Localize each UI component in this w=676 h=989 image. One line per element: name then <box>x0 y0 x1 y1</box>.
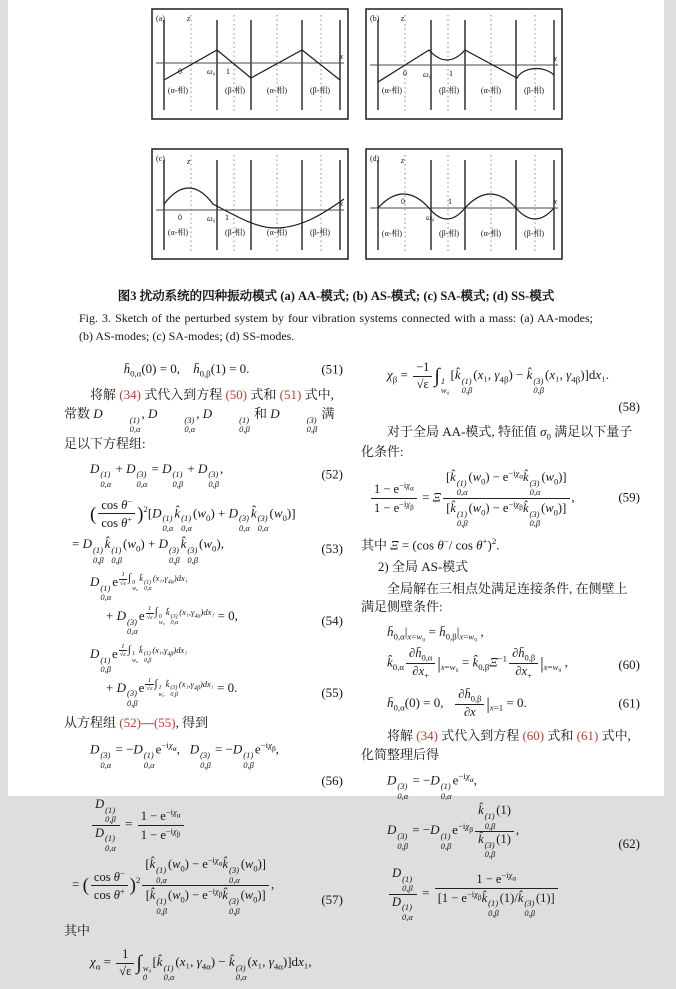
equation-56 <box>64 739 343 791</box>
equation-line: D (1) 0,β e $^{\frac{1}{√\varepsilon} \int 1 w_0 k̂ (1) 0,\beta (x_1,\gamma_{4\beta})dx_1}$ <box>90 642 188 675</box>
equation-line: $h̄_{0,\alpha}(0) = 0$, $h̄_{0,\beta}(1) = 0$. <box>123 361 250 379</box>
panel-border <box>366 9 562 119</box>
panel-border <box>152 9 348 119</box>
waveform-curve <box>164 188 344 228</box>
ref-link[interactable]: (61) <box>576 727 599 743</box>
equation-line: + D (3) 0,α e $^{\frac{1}{√\varepsilon} \int 0 w_0 k̂ (3) 0,\alpha (x_1,\gamma_{4\alpha})dx_1}$ = 0, <box>106 605 238 637</box>
paper-page <box>8 0 664 983</box>
figure3-panel-b <box>365 8 563 120</box>
svg-text:(α-相): (α-相) <box>381 86 403 95</box>
column-right <box>361 354 640 989</box>
z-axis-label: z <box>401 14 405 23</box>
paragraph-xi-def: 其中 Ξ = (cos θ−/ cos θ+)$^2$. <box>361 535 500 552</box>
phase-region-labels <box>382 228 544 238</box>
figure3 <box>8 0 664 272</box>
equation-line: $h̄_{0,\alpha}|_{x=w_0}$ = $h̄_{0,\beta}|_{x=w_0}$ , <box>387 624 484 642</box>
equation-line: D (1) 0,α + D (3) 0,α = D (1) 0,β + D (3) 0,β , <box>90 460 224 489</box>
svg-text:(α-相): (α-相) <box>480 86 502 95</box>
ref-link[interactable]: (60) <box>522 727 545 743</box>
equation-line: $1 - e^{-i\chi_\alpha}$ $1 - e^{-i\chi_\beta}$ = Ξ [k̂ (1) 0,α $(w_0)$ − $e^{-i\chi_\alpha}k̂$ (3) 0,α $(w_0)$] [k̂ (1) 0,β $(w_0)$ − $e^{-i\chi_\beta}k̂$ (3) 0,β $(w_0)$] , <box>369 468 606 529</box>
equation-number: (58) <box>618 398 640 414</box>
equation-57 <box>64 797 343 916</box>
x-axis-label: x <box>339 52 343 61</box>
equation-52 <box>64 460 343 490</box>
tick-1: 1 <box>449 69 453 78</box>
svg-text:(β-相): (β-相) <box>224 228 246 237</box>
equation-line: D (1) 0,α e $^{\frac{1}{√\varepsilon} \int 0 w_0 k̂ (1) 0,\alpha (x_1,\gamma_{4\alpha})dx_1}$ <box>90 571 188 603</box>
paragraph-global-aa: 对于全局 AA-模式, 特征值 $\sigma_0$ 满足以下量子化条件: <box>361 423 633 460</box>
svg-text:(α-相): (α-相) <box>167 228 189 237</box>
waveform-curve <box>164 50 340 80</box>
x-axis-label: x <box>553 54 557 63</box>
equation-line: D (3) 0,α = −D (1) 0,α $e^{-i\chi_\alpha}$, D (3) 0,β = −D (1) 0,β $e^{-i\chi_\beta}$, <box>90 740 280 770</box>
svg-text:(β-相): (β-相) <box>523 229 545 238</box>
equation-chi-alpha <box>64 947 343 983</box>
tick-1: 1 <box>448 197 452 206</box>
equation-line: D (3) 0,β = −D (1) 0,β $e^{-i\chi_\beta}$ k̂ (1) 0,β (1) k̂ (3) 0,β (1) , <box>387 803 520 860</box>
z-axis-label: z <box>187 157 191 166</box>
ref-link[interactable]: (52) <box>119 715 141 731</box>
equation-number: (55) <box>321 684 343 700</box>
equation-54 <box>64 571 343 637</box>
tick-0: 0 <box>403 69 407 78</box>
tick-0: 0 <box>178 67 182 76</box>
figure3-panel-c <box>151 148 349 260</box>
paragraph-global-solution: 全局解在三相点处满足连接条件, 在侧壁上满足侧壁条件: <box>361 580 628 615</box>
paragraph-from-52-55: 从方程组 (52)—(55), 得到 <box>64 715 209 731</box>
panel-label: (a) <box>156 14 165 23</box>
equation-chi-beta-58 <box>361 360 640 417</box>
phase-region-labels <box>168 227 330 237</box>
tick-w0: ω₀ <box>426 213 435 222</box>
equation-number: (57) <box>321 892 343 908</box>
svg-text:(α-相): (α-相) <box>266 228 288 237</box>
tick-w0: ω₀ <box>207 67 216 76</box>
paragraph-substitute-50-51: 将解 (34) 式代入到方程 (50) 式和 (51) 式中, 常数 D (1) 0,α , D (3) 0,α , D (1) 0,β 和 D (3) 0,β 满足以下方程组: <box>64 387 335 451</box>
paragraph-where: 其中 <box>64 923 91 939</box>
svg-text:(β-相): (β-相) <box>309 86 331 95</box>
panel-border <box>366 149 562 259</box>
equation-53 <box>64 496 343 566</box>
figure3-caption-zh: 图3 扰动系统的四种振动模式 (a) AA-模式; (b) AS-模式; (c) SA-模式; (d) SS-模式 <box>117 289 555 303</box>
tick-1: 1 <box>225 213 229 222</box>
equation-line: = ( $\frac{\cos \theta^-}{\cos \theta^+}$ )$^2$ [k̂ (1) 0,α $(w_0)$ − $e^{-i\chi_\alpha}k̂$ (3) 0,α $(w_0)$] [k̂ (1) 0,β $(w_0)$ − $e^{-i\chi_\beta}k̂$ (3) 0,β $(w_0)$] , <box>72 855 275 916</box>
x-axis-label: x <box>339 199 343 208</box>
equation-number: (59) <box>618 489 640 505</box>
ref-link[interactable]: (50) <box>225 387 248 403</box>
equation-55 <box>64 643 343 709</box>
equation-ratio-d <box>361 866 640 922</box>
equation-line: + D (3) 0,β e $^{\frac{1}{√\varepsilon} \int 1 w_0 k̂ (3) 0,\beta (x_1,\gamma_{4\beta})dx_1}$ = 0. <box>106 676 238 708</box>
equation-61 <box>361 687 640 721</box>
x-axis-label: x <box>553 197 557 206</box>
tick-1: 1 <box>226 67 230 76</box>
figure3-panel-a <box>151 8 349 120</box>
panel-border <box>152 149 348 259</box>
ref-link[interactable]: (34) <box>416 727 438 743</box>
equation-line: = D (1) 0,β k̂ (1) 0,β $(w_0) + D$ (3) 0,β k̂ (3) 0,β $(w_0)$, <box>72 536 225 565</box>
equation-number: (53) <box>321 541 343 557</box>
svg-text:(β-相): (β-相) <box>523 86 545 95</box>
equation-number: (51) <box>321 361 343 377</box>
panel-label: (c) <box>156 154 165 163</box>
column-left <box>64 354 343 989</box>
svg-text:(β-相): (β-相) <box>309 228 331 237</box>
equation-62 <box>361 770 640 859</box>
svg-text:(β-相): (β-相) <box>438 229 460 238</box>
figure3-panel-d <box>365 148 563 260</box>
equation-59 <box>361 468 640 529</box>
equation-number: (62) <box>618 836 640 852</box>
phase-region-labels <box>382 85 544 95</box>
equation-line: D (1) 0,β D (1) 0,α = $1 - e^{-i\chi_\alpha}$ $1 - e^{-i\chi_\beta}$ <box>90 797 309 853</box>
svg-text:(α-相): (α-相) <box>381 229 403 238</box>
panel-label: (d) <box>370 154 380 163</box>
z-axis-label: z <box>401 156 405 165</box>
z-axis-label: z <box>187 14 191 23</box>
phase-region-labels <box>168 85 330 95</box>
equation-line: D (1) 0,β D (1) 0,α = $1 - e^{-i\chi_\alpha}$ [$1 - e^{-i\chi_\beta}k̂$ (1) 0,β (1)/k̂ (3) 0,β (1)] <box>387 866 606 922</box>
equation-line: $\chi_\alpha$ = $\frac{1}{√\varepsilon}$ ∫ w₀ 0 [k̂ (1) 0,α (x₁, $\gamma_{4\alpha}$) − k̂ (3) 0,α (x₁, $\gamma_{4\alpha})]dx_1$, <box>90 947 312 983</box>
svg-text:(α-相): (α-相) <box>480 229 502 238</box>
tick-w0: ω₀ <box>207 214 216 223</box>
panel-label: (b) <box>370 14 380 23</box>
ref-link[interactable]: (34) <box>119 387 141 403</box>
tick-0: 0 <box>178 213 182 222</box>
svg-text:(β-相): (β-相) <box>438 86 460 95</box>
equation-line: $h̄_{0,\alpha}(0) = 0$, $\frac{\partial h̄_{0,\beta}}{\partial x}$ $|_{x=1} = 0$. <box>387 686 527 720</box>
equation-line: D (3) 0,α = −D (1) 0,α $e^{-i\chi_\alpha}$, <box>387 771 477 801</box>
equation-number: (56) <box>321 773 343 789</box>
body-columns <box>8 345 664 989</box>
tick-0: 0 <box>401 197 405 206</box>
equation-60 <box>361 623 640 681</box>
figure3-caption-en: Fig. 3. Sketch of the perturbed system by four vibration systems connected with a mass: (a) AA-modes; (b) AS-modes; (c) SA-modes; (d) SS-modes. <box>79 311 593 343</box>
paragraph-substitute-60-61: 将解 (34) 式代入到方程 (60) 式和 (61) 式中, 化简整理后得 <box>361 727 631 762</box>
svg-text:(β-相): (β-相) <box>224 86 246 95</box>
equation-number: (60) <box>618 657 640 673</box>
equation-number: (54) <box>321 612 343 628</box>
svg-text:(α-相): (α-相) <box>167 86 189 95</box>
tick-w0: ω₀ <box>423 70 432 79</box>
equation-line: $\chi_\beta$ = $\frac{-1}{√\varepsilon}$ ∫ 1 w₀ [k̂ (1) 0,β (x₁, $\gamma_{4\beta}$) − k̂ (3) 0,β (x₁, $\gamma_{4\beta})]dx_1$. <box>387 360 609 396</box>
ref-link[interactable]: (51) <box>279 387 302 403</box>
paragraph-as-mode-heading: 2) 全局 AS-模式 <box>377 558 469 574</box>
equation-line: $k̂_{0,\alpha}$ $\frac{\partial h̄_{0,\alpha}}{\partial x_+}$ $|_{x=w_0}$ = $k̂_{0,\beta}\Xi^{-1}$ $\frac{\partial h̄_{0,\beta}}{\partial x_+}$ $|_{x=w_0}$ , <box>387 645 568 681</box>
equation-number: (61) <box>618 695 640 711</box>
equation-51 <box>64 360 343 380</box>
svg-text:(α-相): (α-相) <box>266 86 288 95</box>
equation-number: (52) <box>321 466 343 482</box>
ref-link[interactable]: (55) <box>153 715 176 731</box>
equation-line: ( $\frac{\cos \theta^-}{\cos \theta^+}$ )$^2$[D (1) 0,α k̂ (1) 0,α $(w_0) + D$ (3) 0,α k̂ (3) 0,α $(w_0)$] <box>90 495 296 533</box>
